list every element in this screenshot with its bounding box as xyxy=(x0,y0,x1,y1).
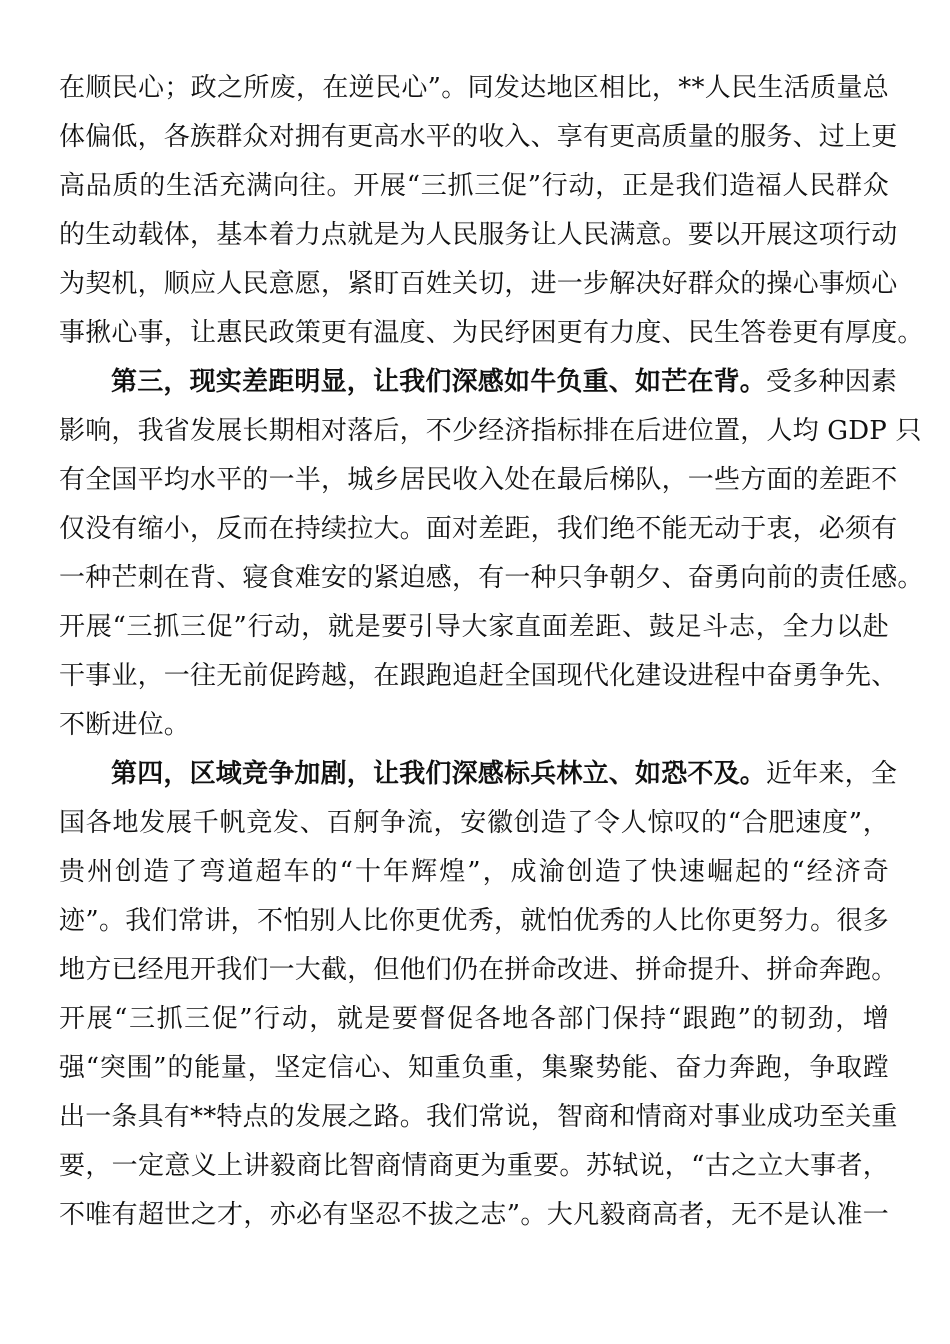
document-body xyxy=(59,64,924,1240)
paragraph-heading: 第三，现实差距明显，让我们深感如牛负重、如芒在背。 xyxy=(111,367,767,397)
text-line: 一种芒刺在背、寝食难安的紧迫感，有一种只争朝夕、奋勇向前的责任感。 xyxy=(59,563,924,593)
paragraph-heading-tail: 近年来，全 xyxy=(766,759,898,789)
text-line: 贵州创造了弯道超车的“十年辉煌”，成渝创造了快速崛起的“经济奇 xyxy=(59,857,889,887)
paragraph-people-livelihood xyxy=(59,64,924,358)
text-line: 高品质的生活充满向往。开展“三抓三促”行动，正是我们造福人民群众 xyxy=(59,171,889,201)
paragraph-first-line xyxy=(59,750,898,799)
text-line: 迹”。我们常讲，不怕别人比你更优秀，就怕优秀的人比你更努力。很多 xyxy=(59,906,889,936)
text-line: 干事业，一往无前促跨越，在跟跑追赶全国现代化建设进程中奋勇争先、 xyxy=(59,661,898,691)
text-line: 开展“三抓三促”行动，就是要督促各地各部门保持“跟跑”的韧劲，增 xyxy=(59,1004,889,1034)
paragraph-reality-gap xyxy=(59,358,924,750)
text-line: 仅没有缩小，反而在持续拉大。面对差距，我们绝不能无动于衷，必须有 xyxy=(59,514,898,544)
text-line: 开展“三抓三促”行动，就是要引导大家直面差距、鼓足斗志，全力以赴 xyxy=(59,612,889,642)
paragraph-regional-competition xyxy=(59,750,898,1240)
text-line: 要，一定意义上讲毅商比智商情商更为重要。苏轼说，“古之立大事者， xyxy=(59,1151,889,1181)
text-line: 影响，我省发展长期相对落后，不少经济指标排在后进位置，人均 GDP 只 xyxy=(59,416,922,446)
text-line: 的生动载体，基本着力点就是为人民服务让人民满意。要以开展这项行动 xyxy=(59,220,898,250)
text-line: 事揪心事，让惠民政策更有温度、为民纾困更有力度、民生答卷更有厚度。 xyxy=(59,318,924,348)
paragraph-first-line xyxy=(59,358,898,407)
text-line: 在顺民心；政之所废，在逆民心”。同发达地区相比，**人民生活质量总 xyxy=(59,73,889,103)
text-line: 为契机，顺应人民意愿，紧盯百姓关切，进一步解决好群众的操心事烦心 xyxy=(59,269,898,299)
text-line: 不唯有超世之才，亦必有坚忍不拔之志”。大凡毅商高者，无不是认准一 xyxy=(59,1200,889,1230)
text-line: 不断进位。 xyxy=(59,710,191,740)
text-line: 有全国平均水平的一半，城乡居民收入处在最后梯队，一些方面的差距不 xyxy=(59,465,898,495)
paragraph-heading: 第四，区域竞争加剧，让我们深感标兵林立、如恐不及。 xyxy=(111,759,767,789)
text-line: 强“突围”的能量，坚定信心、知重负重，集聚势能、奋力奔跑，争取蹚 xyxy=(59,1053,889,1083)
text-line: 体偏低，各族群众对拥有更高水平的收入、享有更高质量的服务、过上更 xyxy=(59,122,898,152)
paragraph-heading-tail: 受多种因素 xyxy=(766,367,898,397)
text-line: 地方已经甩开我们一大截，但他们仍在拼命改进、拼命提升、拼命奔跑。 xyxy=(59,955,898,985)
text-line: 出一条具有**特点的发展之路。我们常说，智商和情商对事业成功至关重 xyxy=(59,1102,898,1132)
text-line: 国各地发展千帆竞发、百舸争流，安徽创造了令人惊叹的“合肥速度”， xyxy=(59,808,889,838)
